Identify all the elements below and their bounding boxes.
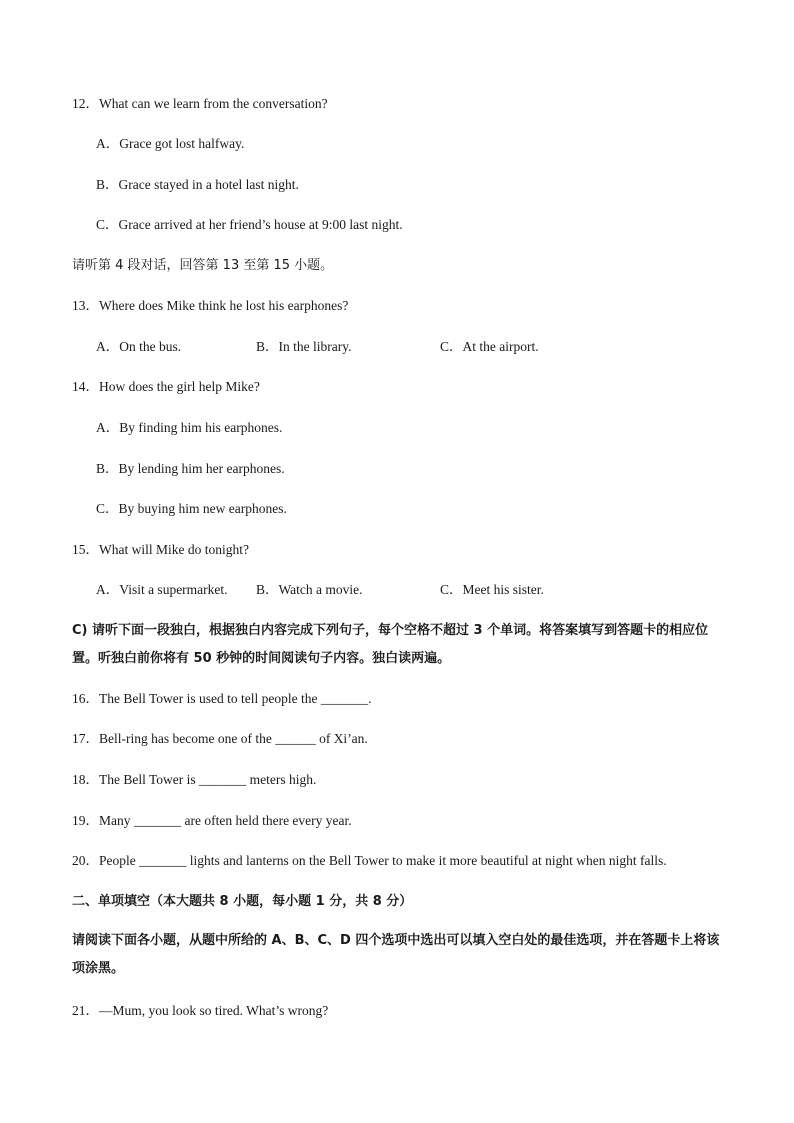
q14-option-b: B．By lending him her earphones.	[96, 461, 285, 476]
q18-sentence: 18．The Bell Tower is _______ meters high.	[72, 772, 317, 787]
q14-option-c: C．By buying him new earphones.	[96, 501, 287, 516]
q16-sentence: 16．The Bell Tower is used to tell people the _______.	[72, 691, 372, 706]
q12-option-a: A．Grace got lost halfway.	[96, 136, 245, 151]
q15-option-c: C．Meet his sister.	[440, 582, 544, 597]
q12-option-b: B．Grace stayed in a hotel last night.	[96, 177, 299, 192]
q14-stem: 14．How does the girl help Mike?	[72, 379, 260, 394]
q15-option-a: A．Visit a supermarket.	[96, 582, 228, 597]
q12-stem: 12．What can we learn from the conversation?	[72, 96, 328, 111]
part-c-instruction: C) 请听下面一段独白，根据独白内容完成下列句子，每个空格不超过 3 个单词。将答案填写到答题卡的相应位置。听独白前你将有 50 秒钟的时间阅读句子内容。独白读两遍。	[72, 623, 709, 666]
q14-option-a: A．By finding him his earphones.	[96, 420, 283, 435]
q13-option-b: B．In the library.	[256, 339, 352, 354]
q13-option-a: A．On the bus.	[96, 339, 182, 354]
section2-instruction: 请阅读下面各小题，从题中所给的 A、B、C、D 四个选项中选出可以填入空白处的最佳选项，并在答题卡上将该项涂黑。	[72, 933, 720, 976]
section4-instruction: 请听第 4 段对话，回答第 13 至第 15 小题。	[72, 258, 334, 273]
q13-stem: 13．Where does Mike think he lost his earphones?	[72, 298, 349, 313]
q12-option-c: C．Grace arrived at her friend’s house at 9:00 last night.	[96, 217, 403, 232]
q17-sentence: 17．Bell-ring has become one of the ______ of Xi’an.	[72, 731, 368, 746]
q20-sentence: 20．People _______ lights and lanterns on the Bell Tower to make it more beautiful at night when night falls.	[72, 853, 667, 868]
q21-stem: 21．—Mum, you look so tired. What’s wrong?	[72, 1003, 329, 1018]
q19-sentence: 19．Many _______ are often held there every year.	[72, 813, 352, 828]
q15-option-b: B．Watch a movie.	[256, 582, 363, 597]
q15-stem: 15．What will Mike do tonight?	[72, 542, 249, 557]
section2-heading: 二、单项填空（本大题共 8 小题，每小题 1 分，共 8 分）	[72, 894, 413, 909]
q13-option-c: C．At the airport.	[440, 339, 539, 354]
